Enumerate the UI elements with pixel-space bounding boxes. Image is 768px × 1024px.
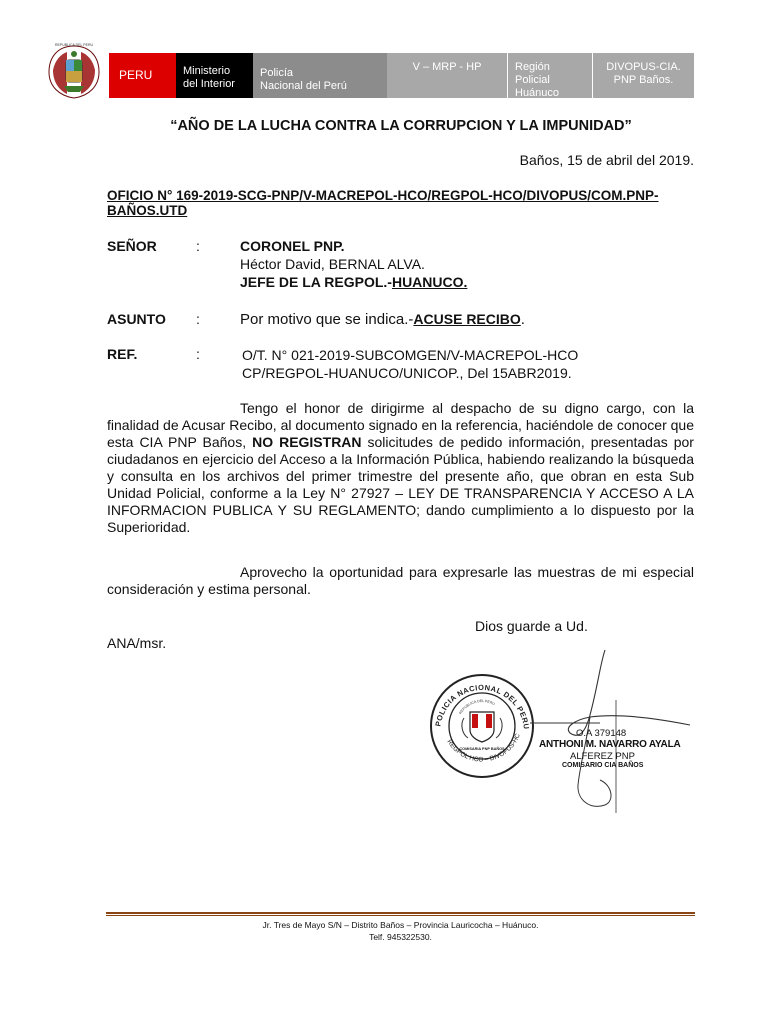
seal-outer-text: POLICIA NACIONAL DEL PERU bbox=[433, 682, 531, 731]
signature-id: O.A 379148 bbox=[576, 728, 627, 739]
signature-role: COMISARIO CIA BAÑOS bbox=[562, 762, 644, 769]
document-date: Baños, 15 de abril del 2019. bbox=[519, 152, 694, 168]
asunto-part1: Por motivo que se indica.- bbox=[240, 311, 414, 328]
ref-line2: CP/REGPOL-HUANUCO/UNICOP., Del 15ABR2019. bbox=[242, 365, 572, 381]
header-mrp-label: V – MRP - HP bbox=[412, 61, 482, 73]
senor-line2: Héctor David, BERNAL ALVA. bbox=[240, 256, 425, 272]
header-ministerio-line1: Ministerio bbox=[183, 65, 231, 77]
header-divopus bbox=[592, 53, 694, 98]
ref-label: REF. bbox=[107, 346, 138, 362]
seal-bottom-text: REGPOL HCO – DIVOPUS-HC bbox=[445, 732, 522, 764]
signature-rank: ALFEREZ PNP bbox=[570, 751, 635, 762]
coat-of-arms-text: REPUBLICA DEL PERU bbox=[55, 43, 93, 47]
initials: ANA/msr. bbox=[107, 635, 167, 651]
header-divopus-line2: PNP Baños. bbox=[613, 74, 674, 86]
body-paragraph-2 bbox=[107, 564, 694, 598]
oficio-number: OFICIO N° 169-2019-SCG-PNP/V-MACREPOL-HCO/REGPOL-HCO/DIVOPUS/COM.PNP-BAÑOS.UTD bbox=[107, 188, 659, 218]
senor-label: SEÑOR bbox=[107, 238, 157, 254]
header-peru-label: PERU bbox=[119, 68, 153, 82]
coat-of-arms-logo bbox=[45, 42, 103, 100]
body-paragraph-2-text: Aprovecho la oportunidad para expresarle las muestras de mi especial consideración y estima personal. bbox=[107, 564, 694, 597]
closing-text: Dios guarde a Ud. bbox=[475, 618, 588, 634]
body-paragraph-1-part1: Tengo el honor de dirigirme al despacho de su digno cargo, con la finalidad de Acusar Recibo, al documento signado en la referencia, haciéndole de conocer que esta CIA PNP Baños, bbox=[107, 400, 694, 450]
header-policia-line2: Nacional del Perú bbox=[260, 80, 347, 92]
header-ministerio-line2: del Interior bbox=[183, 78, 235, 90]
asunto-label: ASUNTO bbox=[107, 311, 166, 327]
senor-line3-part2: HUANUCO. bbox=[391, 274, 468, 290]
header-ministerio bbox=[176, 53, 253, 98]
header-peru bbox=[109, 53, 176, 98]
asunto-value bbox=[240, 310, 525, 329]
header-region-line1: Región Policial bbox=[515, 61, 550, 86]
senor-colon: : bbox=[196, 238, 200, 254]
senor-line3-part1: JEFE DE LA REGPOL.- bbox=[240, 274, 392, 290]
ref-line1: O/T. N° 021-2019-SUBCOMGEN/V-MACREPOL-HCO bbox=[242, 347, 579, 363]
header-policia-line1: Policía bbox=[260, 67, 294, 79]
seal-inner-text: COMISARIA PNP BAÑOS bbox=[459, 747, 505, 751]
header-region bbox=[507, 53, 592, 98]
signature-name: ANTHONI M. NAVARRO AYALA bbox=[539, 739, 681, 750]
asunto-part2: ACUSE RECIBO bbox=[413, 311, 521, 327]
ref-colon: : bbox=[196, 346, 200, 362]
footer-divider bbox=[106, 912, 695, 914]
document-year-title: “AÑO DE LA LUCHA CONTRA LA CORRUPCION Y LA IMPUNIDAD” bbox=[170, 118, 632, 134]
senor-line1: CORONEL PNP. bbox=[240, 238, 345, 254]
header-policia bbox=[253, 53, 387, 98]
body-paragraph-1-bold: NO REGISTRAN bbox=[252, 434, 362, 450]
header-mrp bbox=[387, 53, 507, 98]
senor-line3 bbox=[240, 273, 467, 291]
footer-divider-thin bbox=[106, 915, 695, 916]
seal-top-small-text: REPUBLICA DEL PERU bbox=[458, 698, 496, 715]
footer-address: Jr. Tres de Mayo S/N – Distrito Baños – Provincia Lauricocha – Huánuco. bbox=[262, 920, 539, 930]
footer-phone: Telf. 945322530. bbox=[369, 932, 432, 942]
asunto-part3: . bbox=[520, 311, 525, 328]
header-region-line2: Huánuco bbox=[515, 87, 560, 99]
asunto-colon: : bbox=[196, 311, 200, 327]
body-paragraph-1-part2: solicitudes de pedido información, presentadas por ciudadanos en ejercicio del Acceso a la Información Pública, habiendo realizando la búsqueda y consulta en los archivos del primer trimestre del presente año, que obran en esta Sub Unidad Policial, conforme a la Ley N° 27927 – LEY DE TRANSPARENCIA Y ACCESO A LA INFORMACION PUBLICA Y SU REGLAMENTO; dando cumplimiento a lo dispuesto por la Superioridad. bbox=[107, 434, 694, 535]
header-divopus-line1: DIVOPUS-CIA. bbox=[606, 61, 681, 73]
body-paragraph-1 bbox=[107, 400, 694, 536]
